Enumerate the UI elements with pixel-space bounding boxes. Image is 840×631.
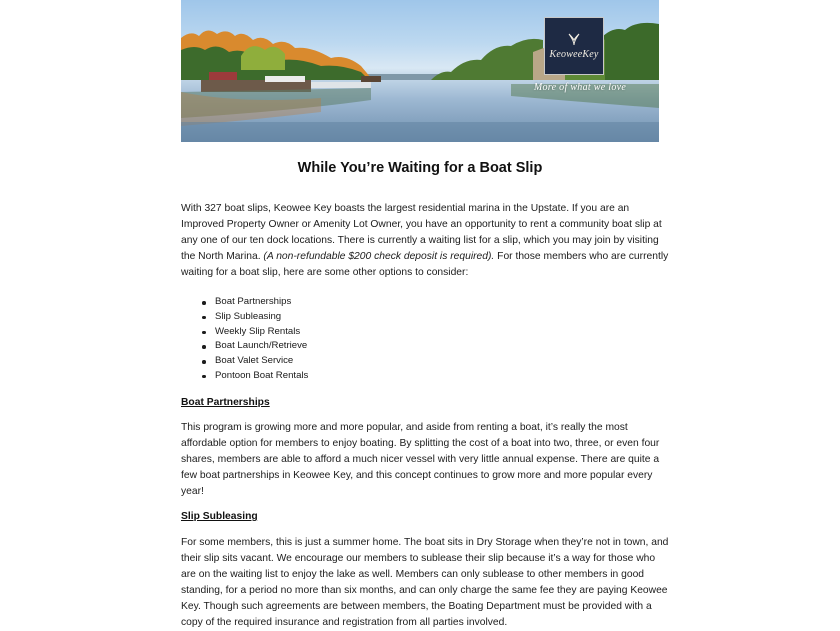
intro-text: With 327 boat slips, Keowee Key boasts the largest residential marina in the Upstate. If you are an Improved Property Owner or Amenity Lot Owner, you have an opportunity to rent a community boat slip at any one of our ten dock locations. There is currently a waiting list for a slip, which you may join by visiting the North Marina. [181, 203, 662, 262]
partnerships-paragraph: This program is growing more and more popular, and aside from renting a boat, it’s really the most affordable option for members to enjoy boating. By splitting the cost of a boat into two, three, or even four shares, members are able to afford a much nicer vessel with very little annual expense. There are quite a few boat partnerships in Keowee Key, and this concept continues to grow more and more popular every year! [181, 422, 660, 497]
logo-text: KeoweeKey [549, 49, 599, 60]
section-heading-partnerships: Boat Partnerships [181, 397, 270, 408]
logo-emblem-icon [567, 32, 581, 46]
intro-paragraph [181, 201, 671, 281]
list-item: Weekly Slip Rentals [181, 325, 308, 340]
section-heading-subleasing: Slip Subleasing [181, 511, 258, 522]
page-title: While You’re Waiting for a Boat Slip [297, 160, 543, 176]
keowee-key-logo [544, 17, 604, 75]
options-list [181, 295, 308, 384]
list-item: Slip Subleasing [181, 310, 308, 325]
banner-tagline: More of what we love [533, 82, 627, 93]
intro-text-continued: For those members who are currently waiting for a boat slip, here are some other options to consider: [181, 251, 669, 278]
list-item: Boat Partnerships [181, 295, 308, 310]
list-item: Pontoon Boat Rentals [181, 369, 308, 384]
subleasing-paragraph: For some members, this is just a summer home. The boat sits in Dry Storage when they’re not in town, and their slip sits vacant. We encourage our members to sublease their slip because it’s a way for those who are on the waiting list to enjoy the lake as well. Members can only sublease to other members in good standing, for a period no more than six months, and can only charge the same fee they are paying Keowee Key. Though such agreements are between members, the Boating Department must be provided with a copy of the required insurance and registration from all parties involved. [181, 537, 669, 628]
deposit-note: (A non-refundable $200 check deposit is required). [263, 251, 495, 262]
list-item: Boat Valet Service [181, 354, 308, 369]
list-item: Boat Launch/Retrieve [181, 339, 308, 354]
